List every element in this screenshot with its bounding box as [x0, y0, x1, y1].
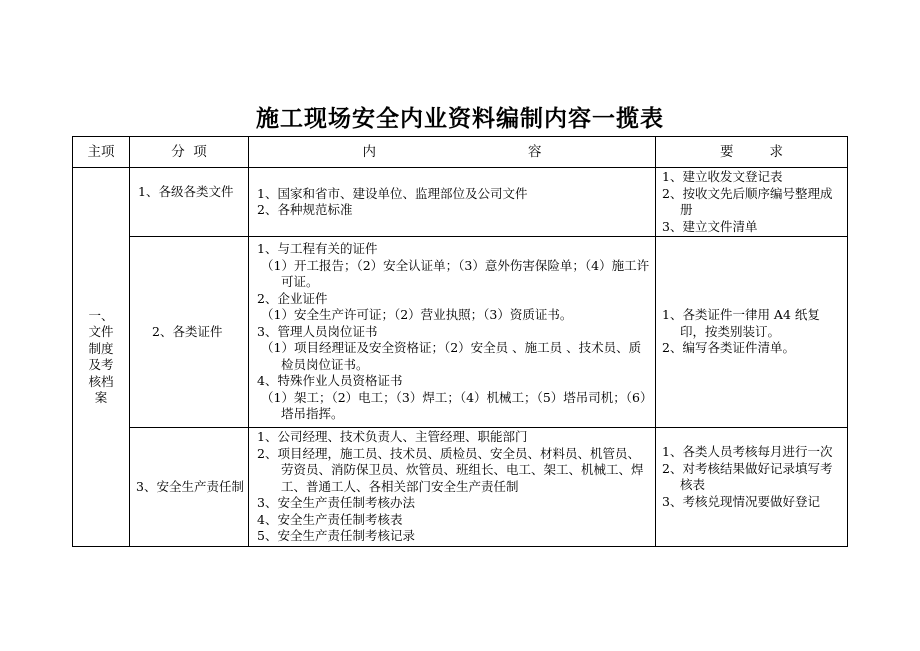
content-line: 1、国家和省市、建设单位、监理部位及公司文件 [257, 185, 528, 201]
content-cell [249, 168, 656, 237]
content-line: 3、安全生产责任制考核办法 [257, 495, 415, 511]
content-cell [249, 237, 656, 428]
requirement-line: 3、建立文件清单 [662, 218, 758, 234]
content-line: 4、安全生产责任制考核表 [257, 511, 403, 527]
content-line: 2、各种规范标准 [257, 202, 353, 217]
content-line: 可证。 [281, 274, 319, 290]
requirement-line: 2、按收文先后顺序编号整理成册 [662, 185, 833, 217]
requirement-cell [656, 428, 848, 547]
header-content-b: 容 [528, 143, 542, 160]
requirement-line: 1、各类证件一律用 A4 纸复印，按类别装订。 [662, 307, 820, 339]
content-line: 1、与工程有关的证件 [257, 241, 378, 257]
requirement-cell [656, 237, 848, 428]
header-req-a: 要 [720, 143, 734, 160]
header-sub: 分 项 [130, 137, 249, 168]
content-line: 1、公司经理、技术负责人、主管经理、职能部门 [257, 429, 528, 445]
content-cell [249, 428, 656, 547]
sub-item-cell: 2、各类证件 [130, 237, 249, 428]
requirement-line: 2、对考核结果做好记录填写考核表 [662, 460, 833, 492]
sub-item-cell: 1、各级各类文件 [130, 158, 249, 227]
header-content [249, 137, 656, 168]
main-item-label: 一、文件制度及考核档案 [88, 307, 114, 405]
content-line: （1）项目经理证及安全资格证；（2）安全员 、施工员 、技术员、质 [261, 340, 642, 356]
content-line: 3、管理人员岗位证书 [257, 323, 378, 339]
document-title: 施工现场安全内业资料编制内容一揽表 [256, 105, 664, 132]
header-req-b: 求 [769, 143, 783, 160]
requirement-line: 2、编写各类证件清单。 [662, 340, 795, 356]
content-line: 劳资员、消防保卫员、炊管员、班组长、电工、架工、机械工、焊 [281, 462, 644, 478]
table-row [73, 168, 848, 237]
main-item-cell [73, 168, 130, 547]
requirement-cell [656, 168, 848, 237]
data-table [72, 136, 848, 547]
requirement-line: 3、考核兑现情况要做好登记 [662, 493, 820, 509]
content-line: （1）安全生产许可证；（2）营业执照；（3）资质证书。 [261, 307, 573, 323]
content-line: 4、特殊作业人员资格证书 [257, 373, 403, 389]
requirement-line: 1、建立收发文登记表 [662, 169, 783, 184]
content-line: （1）架工；（2）电工；（3）焊工；（4）机械工；（5）塔吊司机；（6） [261, 389, 653, 405]
requirement-line: 1、各类人员考核每月进行一次 [662, 444, 833, 459]
content-line: 5、安全生产责任制考核记录 [257, 528, 415, 544]
content-line: 检员岗位证书。 [281, 356, 369, 372]
sub-item-cell: 3、安全生产责任制 [130, 428, 249, 547]
header-content-a: 内 [362, 143, 376, 160]
content-line: 2、企业证件 [257, 290, 328, 306]
content-line: 2、项目经理，施工员、技术员、质检员、安全员、材料员、机管员、 [257, 445, 640, 461]
header-req [656, 137, 848, 168]
content-line: （1）开工报告；（2）安全认证单；（3）意外伤害保险单；（4）施工许 [261, 257, 650, 273]
table-row [73, 428, 848, 547]
content-line: 工、普通工人、各相关部门安全生产责任制 [281, 478, 519, 494]
content-line: 塔吊指挥。 [281, 406, 344, 422]
table-row [73, 237, 848, 428]
header-main: 主项 [73, 137, 130, 168]
